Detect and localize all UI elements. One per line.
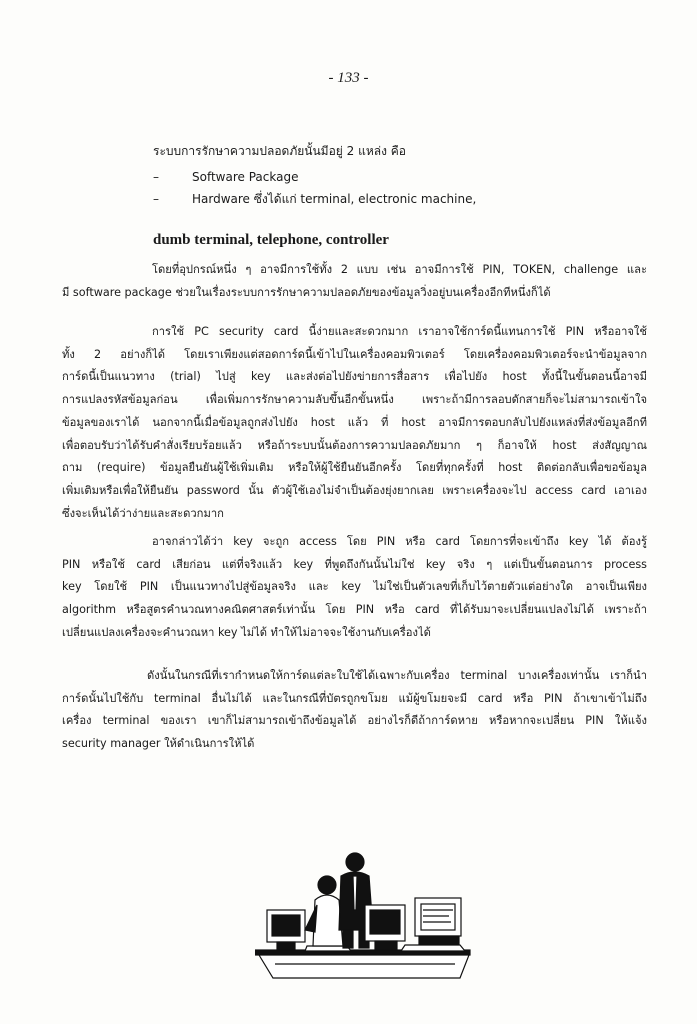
paragraph bbox=[62, 531, 647, 645]
paragraph-line: เพื่อตอบรับว่าได้รับคำสั่งเรียบร้อยแล้ว หรือถ้าระบบนั้นต้องการความปลอดภัยมาก ๆ ก็อาจให้ host ส่งสัญญาณ bbox=[62, 438, 647, 452]
paragraph-line: ดังนั้นในกรณีที่เรากำหนดให้การ์ดแต่ละใบใช้ได้เฉพาะกับเครื่อง terminal บางเครื่องเท่านั้น เราก็นำ bbox=[147, 669, 647, 682]
paragraph-line: เพิ่มเติมหรือเพื่อให้ยืนยัน password นั้น ตัวผู้ใช้เองไม่จำเป็นต้องยุ่งยากเลย เพราะเครื่องจะไป access card เอาเอง bbox=[62, 483, 647, 497]
paragraph bbox=[62, 665, 647, 756]
paragraph-line: มี software package ช่วยในเรื่องระบบการรักษาความปลอดภัยของข้อมูลวิ่งอยู่บนเครื่องอีกทีหนึ่งก็ได้ bbox=[62, 285, 551, 299]
paragraph-line: เปลี่ยนแปลงเครื่องจะคำนวณหา key ไม่ได้ ทำให้ไม่อาจจะใช้งานกับเครื่องได้ bbox=[62, 625, 431, 639]
paragraph-line: การ์ดนี้เป็นแนวทาง (trial) ไปสู่ key และส่งต่อไปยังข่ายการสื่อสาร เพื่อไปยัง host ทั้งนี้ในขั้นตอนนี้อาจมี bbox=[62, 370, 647, 384]
paragraph-line: การแปลงรหัสข้อมูลก่อน เพื่อเพิ่มการรักษาความลับขึ้นอีกขั้นหนึ่ง เพราะถ้ามีการลอบดักสายก็จะไม่สามารถเข้าใจ bbox=[62, 393, 647, 407]
intro-text: ระบบการรักษาความปลอดภัยนั้นมีอยู่ 2 แหล่ง คือ bbox=[153, 144, 406, 158]
paragraph-line: algorithm หรือสูตรคำนวณทางคณิตศาสตร์เท่านั้น โดย PIN หรือ card ที่ได้รับมาจะเปลี่ยนแปลงไม่ได้ เพราะถ้า bbox=[62, 603, 647, 617]
bullet-item bbox=[153, 190, 477, 208]
bullet-text: Software Package bbox=[192, 170, 299, 184]
paragraph-line: PIN หรือใช้ card เสียก่อน แต่ที่จริงแล้ว key ที่พูดถึงกันนั้นไม่ใช่ key จริง ๆ แต่เป็นขั้นตอนการ process bbox=[62, 557, 647, 571]
paragraph-line: การใช้ PC security card นี้ง่ายและสะดวกมาก เราอาจใช้การ์ดนี้แทนการใช้ PIN หรืออาจใช้ bbox=[152, 325, 647, 338]
paragraph-line: ถาม (require) ข้อมูลยืนยันผู้ใช้เพิ่มเติม หรือให้ผู้ใช้ยืนยันอีกครั้ง โดยที่ทุกครั้งที่ host ติดต่อกลับเพื่อขอข้อมูล bbox=[62, 461, 647, 475]
page-number: - 133 - bbox=[328, 70, 369, 86]
paragraph-line: key โดยใช้ PIN เป็นแนวทางไปสู่ข้อมูลจริง และ key ไม่ใช่เป็นตัวเลขที่เก็บไว้ตายตัวแต่อย่างใด อาจเป็นเพียง bbox=[62, 580, 647, 594]
paragraph-line: ซึ่งจะเห็นได้ว่าง่ายและสะดวกมาก bbox=[62, 506, 224, 520]
computer-users-illustration bbox=[255, 850, 475, 982]
paragraph bbox=[62, 321, 647, 525]
section-heading: dumb terminal, telephone, controller bbox=[153, 232, 389, 248]
bullet-dash: – bbox=[153, 170, 159, 184]
paragraph-line: security manager ให้ดำเนินการให้ได้ bbox=[62, 737, 255, 751]
paragraph-line: ทั้ง 2 อย่างก็ได้ โดยเราเพียงแต่สอดการ์ดนี้เข้าไปในเครื่องคอมพิวเตอร์ โดยเครื่องคอมพิวเตอร์จะนำข้อมูลจาก bbox=[62, 347, 647, 361]
bullet-text: Hardware ซึ่งได้แก่ terminal, electronic machine, bbox=[192, 192, 477, 206]
bullet-dash: – bbox=[153, 192, 159, 206]
paragraph bbox=[62, 259, 647, 304]
paragraph-line: โดยที่อุปกรณ์หนึ่ง ๆ อาจมีการใช้ทั้ง 2 แบบ เช่น อาจมีการใช้ PIN, TOKEN, challenge และ bbox=[152, 263, 647, 276]
paragraph-line: ข้อมูลของเราได้ นอกจากนี้เมื่อข้อมูลถูกส่งไปยัง host แล้ว ที่ host อาจมีการตอบกลับไปยังแหล่งที่ส่งข้อมูลอีกที bbox=[62, 415, 647, 429]
paragraph-line: อาจกล่าวได้ว่า key จะถูก access โดย PIN หรือ card โดยการที่จะเข้าถึง key ได้ ต้องรู้ bbox=[152, 535, 647, 548]
paragraph-line: การ์ดนั้นไปใช้กับ terminal อื่นไม่ได้ และในกรณีที่บัตรถูกขโมย แม้ผู้ขโมยจะมี card หรือ PIN ถ้าเขาเข้าไม่ถึง bbox=[62, 691, 647, 705]
bullet-item bbox=[153, 168, 299, 186]
paragraph-line: เครื่อง terminal ของเรา เขาก็ไม่สามารถเข้าถึงข้อมูลได้ อย่างไรก็ดีถ้าการ์ดหาย หรือหากจะเปลี่ยน PIN ให้แจ้ง bbox=[62, 714, 647, 728]
